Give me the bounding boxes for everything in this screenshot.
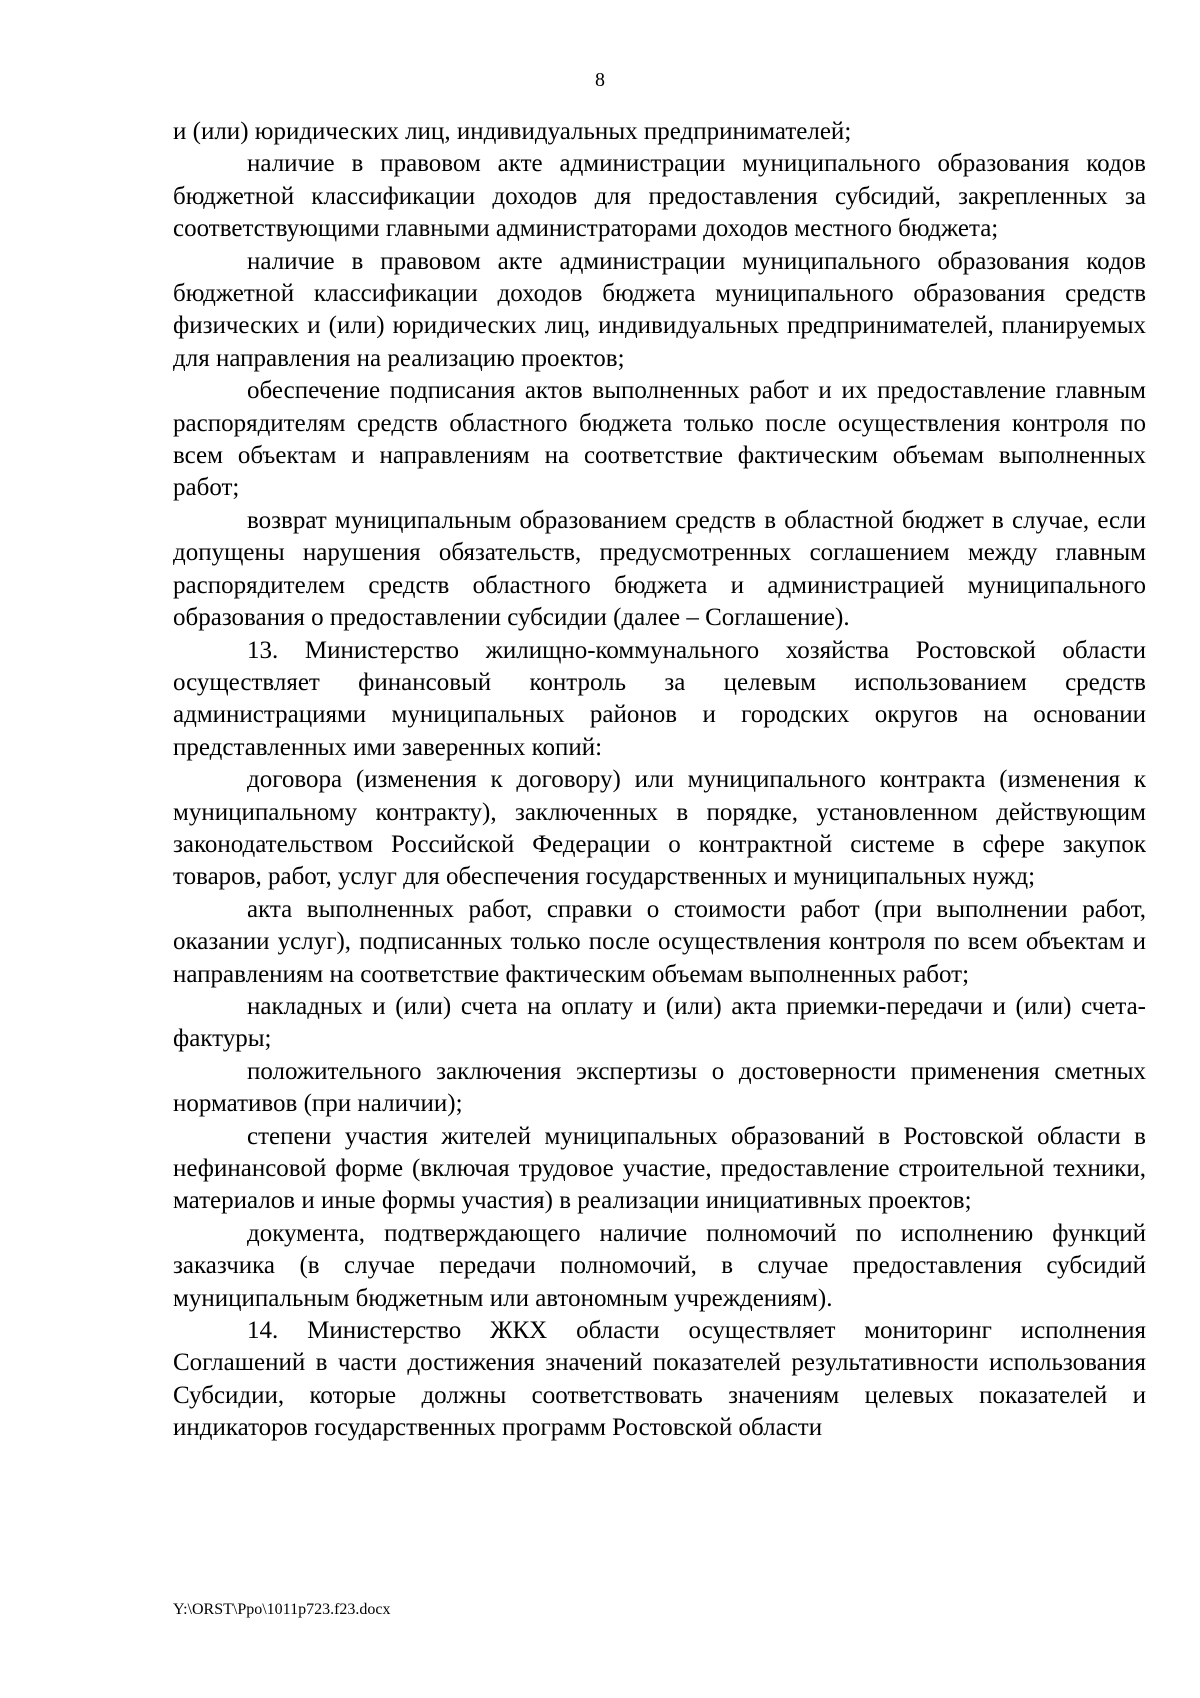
paragraph-item-14: 14. Министерство ЖКХ области осуществляет мониторинг исполнения Соглашений в части достижения значений показателей результативности использования Субсидии, которые должны соответствовать значениям целевых показателей и индикаторов государственных программ Ростовской области: [173, 1317, 1146, 1442]
paragraph: документа, подтверждающего наличие полномочий по исполнению функций заказчика (в случае передачи полномочий, в случае предоставления субсидий муниципальным бюджетным или автономным учреждениям).: [173, 1219, 1146, 1312]
paragraph: обеспечение подписания актов выполненных работ и их предоставление главным распорядителям средств областного бюджета только после осуществления контроля по всем объектам и направлениям на соответствие фактическим объемам выполненных работ;: [173, 377, 1146, 502]
paragraph: накладных и (или) счета на оплату и (или) акта приемки-передачи и (или) счета-фактуры;: [173, 992, 1146, 1053]
paragraph: наличие в правовом акте администрации муниципального образования кодов бюджетной классификации доходов для предоставления субсидий, закрепленных за соответствующими главными администраторами доходов местного бюджета;: [173, 150, 1146, 243]
paragraph: акта выполненных работ, справки о стоимости работ (при выполнении работ, оказании услуг), подписанных только после осуществления контроля по всем объектам и направлениям на соответствие фактическим объемам выполненных работ;: [173, 895, 1146, 988]
paragraph: возврат муниципальным образованием средств в областной бюджет в случае, если допущены нарушения обязательств, предусмотренных соглашением между главным распорядителем средств областного бюджета и администрацией муниципального образования о предоставлении субсидии (далее – Соглашение).: [173, 506, 1146, 632]
paragraph-item-13: 13. Министерство жилищно-коммунального хозяйства Ростовской области осуществляет финансовый контроль за целевым использованием средств администрациями муниципальных районов и городских округов на основании представленных ими заверенных копий:: [173, 636, 1146, 761]
paragraph: и (или) юридических лиц, индивидуальных предпринимателей;: [173, 118, 852, 145]
page-number: 8: [595, 69, 605, 91]
paragraph: положительного заключения экспертизы о достоверности применения сметных нормативов (при наличии);: [173, 1057, 1146, 1118]
paragraph: наличие в правовом акте администрации муниципального образования кодов бюджетной классификации доходов бюджета муниципального образования средств физических и (или) юридических лиц, индивидуальных предпринимателей, планируемых для направления на реализацию проектов;: [173, 247, 1146, 372]
document-body: [173, 116, 1146, 1445]
paragraph: договора (изменения к договору) или муниципального контракта (изменения к муниципальному контракту), заключенных в порядке, установленном действующим законодательством Российской Федерации о контрактной системе в сфере закупок товаров, работ, услуг для обеспечения государственных и муниципальных нужд;: [173, 766, 1146, 891]
paragraph: степени участия жителей муниципальных образований в Ростовской области в нефинансовой форме (включая трудовое участие, предоставление строительной техники, материалов и иные формы участия) в реализации инициативных проектов;: [173, 1122, 1146, 1215]
footer-file-path: Y:\ORST\Ppo\1011p723.f23.docx: [173, 1601, 391, 1618]
